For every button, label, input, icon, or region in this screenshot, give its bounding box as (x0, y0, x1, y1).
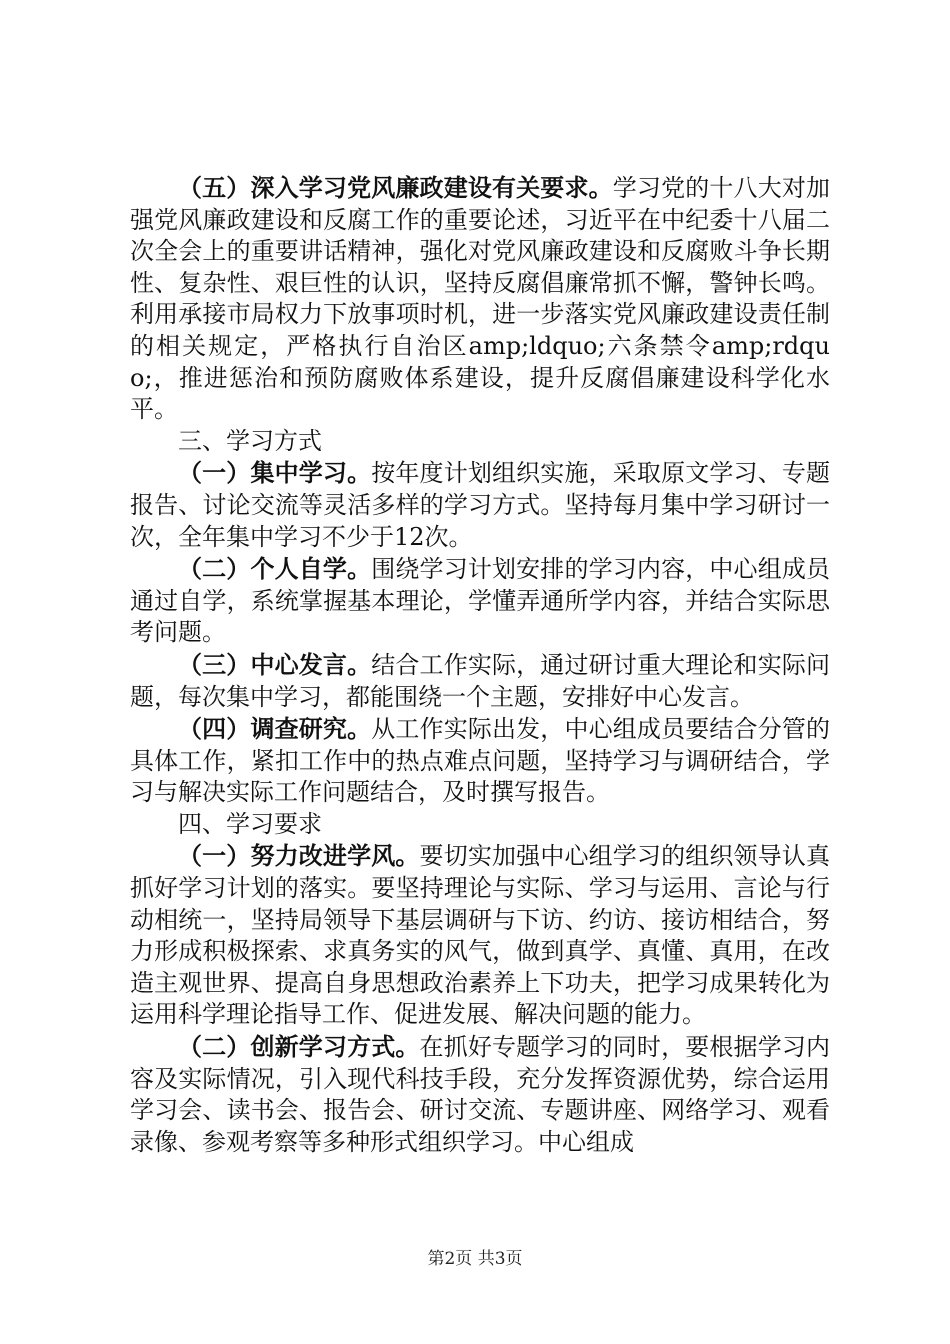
paragraph-3-4 (130, 713, 830, 809)
paragraph-text: 要切实加强中心组学习的组织领导认真抓好学习计划的落实。要坚持理论与实际、学习与运用、言论与行动相统一，坚持局领导下基层调研与下访、约访、接访相结合，努力形成积极探索、求真务实的风气，做到真学、真懂、真用，在改造主观世界、提高自身思想政治素养上下功夫，把学习成果转化为运用科学理论指导工作、促进发展、解决问题的能力。 (130, 842, 831, 1029)
paragraph-lead: （四）调查研究。 (178, 714, 372, 744)
paragraph-text: 从工作实际出发，中心组成员要结合分管的具体工作，紧扣工作中的热点难点问题，坚持学习与调研结合，学习与解决实际工作问题结合，及时撰写报告。 (130, 715, 831, 807)
paragraph-5 (130, 172, 830, 426)
section-heading-3: 三、学习方式 (178, 426, 322, 455)
paragraph-text: 学习党的十八大对加强党风廉政建设和反腐工作的重要论述，习近平在中纪委十八届二次全会上的重要讲话精神，强化对党风廉政建设和反腐败斗争长期性、复杂性、艰巨性的认识，坚持反腐倡廉常抓不懈，警钟长鸣。利用承接市局权力下放事项时机，进一步落实党风廉政建设责任制的相关规定，严格执行自治区amp;ldquo;六条禁令amp;rdquo;，推进惩治和预防腐败体系建设，提升反腐倡廉建设科学化水平。 (130, 174, 831, 424)
paragraph-lead: （一）努力改进学风。 (178, 841, 420, 871)
document-body (130, 172, 830, 1158)
paragraph-text: 按年度计划组织实施，采取原文学习、专题报告、讨论交流等灵活多样的学习方式。坚持每月集中学习研讨一次，全年集中学习不少于12次。 (130, 459, 831, 551)
paragraph-lead: （二）创新学习方式。 (178, 1032, 420, 1062)
paragraph-lead: （一）集中学习。 (178, 458, 372, 488)
paragraph-4-1 (130, 840, 830, 1031)
paragraph-text: 在抓好专题学习的同时，要根据学习内容及实际情况，引入现代科技手段，充分发挥资源优势，综合运用学习会、读书会、报告会、研讨交流、专题讲座、网络学习、观看录像、参观考察等多种形式组织学习。中心组成 (130, 1033, 831, 1156)
paragraph-3-3 (130, 649, 830, 713)
paragraph-4-2 (130, 1031, 830, 1158)
paragraph-3-1 (130, 457, 830, 553)
page-footer: 第2页 共3页 (427, 1249, 523, 1269)
paragraph-text: 围绕学习计划安排的学习内容，中心组成员通过自学，系统掌握基本理论，学懂弄通所学内容，并结合实际思考问题。 (130, 555, 831, 647)
section-heading-4: 四、学习要求 (178, 809, 322, 838)
paragraph-lead: （二）个人自学。 (178, 554, 372, 584)
paragraph-3-2 (130, 553, 830, 649)
paragraph-lead: （五）深入学习党风廉政建设有关要求。 (178, 173, 613, 202)
paragraph-lead: （三）中心发言。 (178, 649, 372, 679)
paragraph-text: 结合工作实际，通过研讨重大理论和实际问题，每次集中学习，都能围绕一个主题，安排好中心发言。 (130, 650, 831, 711)
